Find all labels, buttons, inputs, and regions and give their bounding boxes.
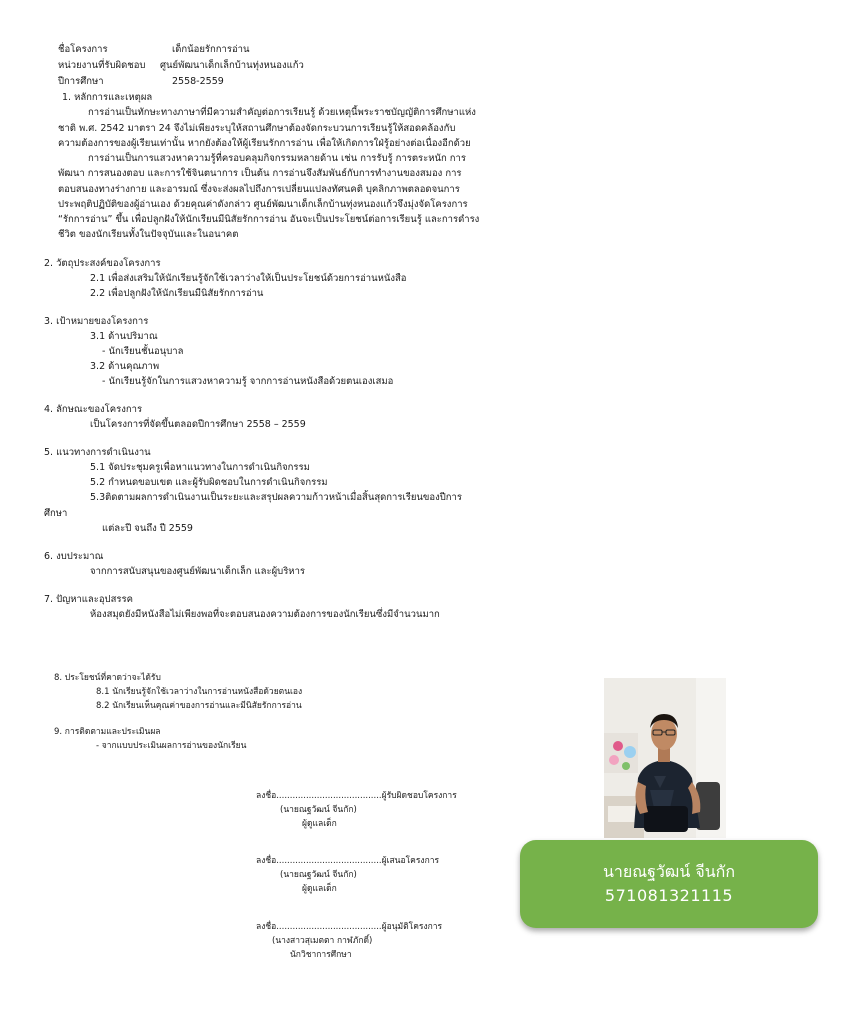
signature-name: (นางสาวสุเมตตา กาฬภักดิ์) xyxy=(272,936,373,946)
section-2-heading: 2. วัตถุประสงค์ของโครงการ xyxy=(44,258,161,269)
target-quality: 3.2 ด้านคุณภาพ xyxy=(90,361,160,372)
section-1-line: พัฒนา การสนองตอบ และการใช้จินตนาการ เป็นต้น การอ่านจึงสัมพันธ์กับการทำงานของสมอง การ xyxy=(58,168,462,179)
procedure-item: 5.3ติดตามผลการดำเนินงานเป็นระยะและสรุปผลความก้าวหน้าเมื่อสิ้นสุดการเรียนของปีการ xyxy=(90,492,462,503)
portrait-illustration xyxy=(604,678,726,838)
portrait-photo xyxy=(604,678,726,838)
signature-line: ลงชื่อ.......................................ผู้เสนอโครงการ xyxy=(256,856,440,866)
objective-item: 2.2 เพื่อปลูกฝังให้นักเรียนมีนิสัยรักการอ่าน xyxy=(90,288,264,299)
section-1-line: การอ่านเป็นการแสวงหาความรู้ที่ครอบคลุมกิจกรรมหลายด้าน เช่น การรับรู้ การตระหนัก การ xyxy=(88,153,466,164)
budget-text: จากการสนับสนุนของศูนย์พัฒนาเด็กเล็ก และผู้บริหาร xyxy=(90,566,306,577)
school-year-value: 2558-2559 xyxy=(172,76,224,87)
project-type-text: เป็นโครงการที่จัดขึ้นตลอดปีการศึกษา 2558 – 2559 xyxy=(90,419,306,430)
benefit-item: 8.2 นักเรียนเห็นคุณค่าของการอ่านและมีนิสัยรักการอ่าน xyxy=(96,701,302,711)
signature-role: นักวิชาการศึกษา xyxy=(290,950,352,960)
school-year-label: ปีการศึกษา xyxy=(58,76,104,87)
section-1-line: “รักการอ่าน” ขึ้น เพื่อปลูกฝังให้นักเรียนมีนิสัยรักการอ่าน อันจะเป็นประโยชน์ต่อการเรียนรู้ และการดำรง xyxy=(58,214,480,225)
procedure-item-wrap: ศึกษา xyxy=(44,508,68,519)
section-1-line: ชีวิต ของนักเรียนทั้งในปัจจุบันและในอนาคต xyxy=(58,229,239,240)
section-1-line: ชาติ พ.ศ. 2542 มาตรา 24 จึงไม่เพียงระบุให้สถานศึกษาต้องจัดกระบวนการเรียนรู้ให้สอดคล้องกับ xyxy=(58,123,456,134)
card-student-id: 571081321115 xyxy=(604,886,734,905)
section-7-heading: 7. ปัญหาและอุปสรรค xyxy=(44,594,133,605)
signature-line: ลงชื่อ.......................................ผู้อนุมัติโครงการ xyxy=(256,922,443,932)
section-5-heading: 5. แนวทางการดำเนินงาน xyxy=(44,447,151,458)
section-1-line: การอ่านเป็นทักษะทางภาษาที่มีความสำคัญต่อการเรียนรู้ ด้วยเหตุนี้พระราชบัญญัติการศึกษาแห่ง xyxy=(88,107,476,118)
section-1-line: ความต้องการของผู้เรียนเท่านั้น หากยังต้องให้ผู้เรียนรักการอ่าน เพื่อให้เกิดการใฝ่รู้อย่างต่อเนื่องอีกด้วย xyxy=(58,138,471,149)
signature-role: ผู้ดูแลเด็ก xyxy=(302,819,337,829)
responsible-unit-value: ศูนย์พัฒนาเด็กเล็กบ้านทุ่งหนองแก้ว xyxy=(160,60,304,71)
procedure-item: 5.1 จัดประชุมครูเพื่อหาแนวทางในการดำเนินกิจกรรม xyxy=(90,462,310,473)
signature-line: ลงชื่อ.......................................ผู้รับผิดชอบโครงการ xyxy=(256,791,457,801)
section-1-line: ตอบสนองทางร่างกาย และอารมณ์ ซึ่งจะส่งผลไปถึงการเปลี่ยนแปลงทัศนคติ บุคลิกภาพตลอดจนการ xyxy=(58,184,460,195)
section-9-heading: 9. การติดตามและประเมินผล xyxy=(54,727,161,737)
section-1-heading: 1. หลักการและเหตุผล xyxy=(62,92,153,103)
procedure-period: แต่ละปี จนถึง ปี 2559 xyxy=(102,523,193,534)
section-6-heading: 6. งบประมาณ xyxy=(44,551,104,562)
procedure-item: 5.2 กำหนดขอบเขต และผู้รับผิดชอบในการดำเนินกิจกรรม xyxy=(90,477,328,488)
target-quantity-item: - นักเรียนชั้นอนุบาล xyxy=(102,346,184,357)
problems-text: ห้องสมุดยังมีหนังสือไม่เพียงพอที่จะตอบสนองความต้องการของนักเรียนซึ่งมีจำนวนมาก xyxy=(90,609,440,620)
benefit-item: 8.1 นักเรียนรู้จักใช้เวลาว่างในการอ่านหนังสือด้วยตนเอง xyxy=(96,687,303,697)
name-card xyxy=(520,840,818,928)
evaluation-item: - จากแบบประเมินผลการอ่านของนักเรียน xyxy=(96,741,247,751)
objective-item: 2.1 เพื่อส่งเสริมให้นักเรียนรู้จักใช้เวลาว่างให้เป็นประโยชน์ด้วยการอ่านหนังสือ xyxy=(90,273,407,284)
project-name-value: เด็กน้อยรักการอ่าน xyxy=(172,44,250,55)
signature-name: (นายณฐวัฒน์ จีนกัก) xyxy=(280,805,357,815)
project-name-label: ชื่อโครงการ xyxy=(58,44,108,55)
target-quantity: 3.1 ด้านปริมาณ xyxy=(90,331,158,342)
signature-role: ผู้ดูแลเด็ก xyxy=(302,884,337,894)
section-4-heading: 4. ลักษณะของโครงการ xyxy=(44,404,143,415)
card-name: นายณฐวัฒน์ จีนกัก xyxy=(602,862,736,881)
signature-name: (นายณฐวัฒน์ จีนกัก) xyxy=(280,870,357,880)
section-3-heading: 3. เป้าหมายของโครงการ xyxy=(44,316,149,327)
responsible-unit-label: หน่วยงานที่รับผิดชอบ xyxy=(58,60,146,71)
section-8-heading: 8. ประโยชน์ที่คาดว่าจะได้รับ xyxy=(54,673,161,683)
target-quality-item: - นักเรียนรู้จักในการแสวงหาความรู้ จากการอ่านหนังสือด้วยตนเองเสมอ xyxy=(102,376,394,387)
section-1-line: ประพฤติปฏิบัติของผู้อ่านเอง ด้วยคุณค่าดังกล่าว ศูนย์พัฒนาเด็กเล็กบ้านทุ่งหนองแก้วจึงมุ่งจัดโครงการ xyxy=(58,199,468,210)
